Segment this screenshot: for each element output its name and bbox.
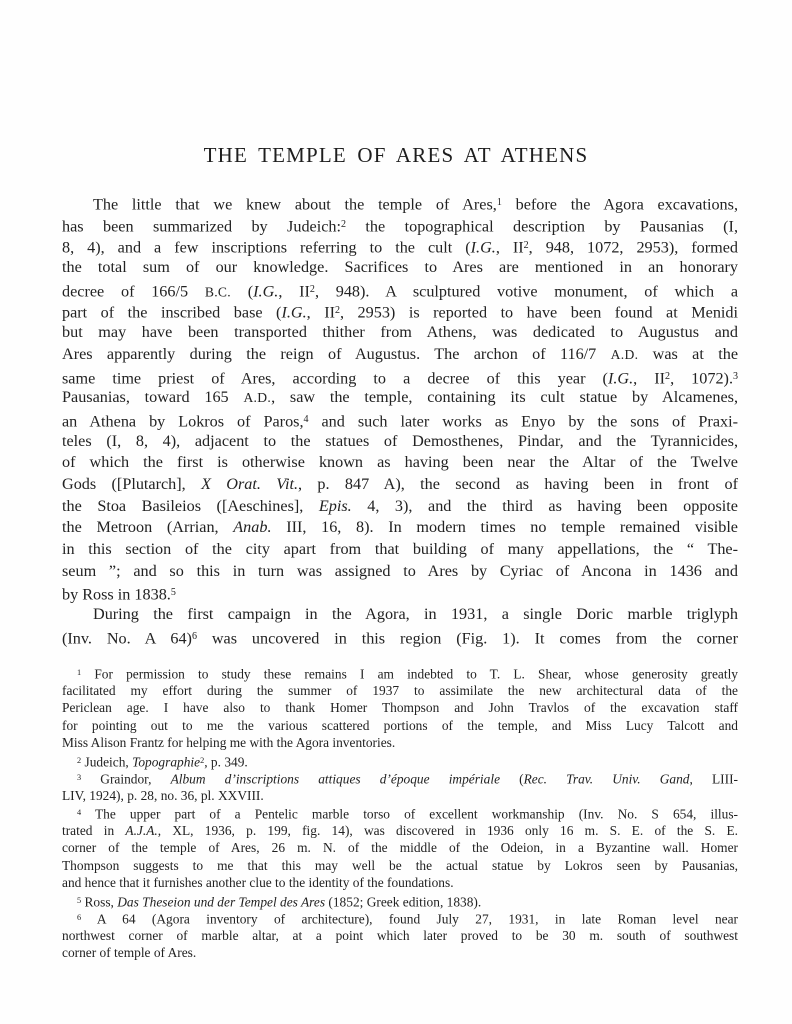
footnote-line <box>62 822 738 840</box>
text-run: , LIII- <box>689 771 738 787</box>
text-run: , II <box>278 282 310 301</box>
footnote <box>62 909 738 962</box>
text-run: Gods ([Plutarch], <box>62 474 202 493</box>
smallcaps-text: A.D. <box>243 390 272 406</box>
superscript-marker: 2 <box>309 283 315 295</box>
superscript-marker: 2 <box>523 240 529 252</box>
body-line <box>62 366 738 388</box>
text-run: corner of temple of Ares. <box>62 945 197 960</box>
text-run: , II <box>495 238 524 257</box>
italic-text: Topographie <box>132 754 201 770</box>
body-line <box>62 539 738 561</box>
body-line <box>62 582 738 604</box>
italic-text: A.J.A. <box>125 822 158 838</box>
text-run: The upper part of a Pentelic marble torso of excellent workmanship (Inv. No. S 654, illus- <box>81 806 738 822</box>
text-run: facilitated my effort during the summer of 1937 to assimilate the new architectural data of the <box>62 682 738 698</box>
superscript-marker: 2 <box>341 218 347 230</box>
footnote-line <box>62 717 738 735</box>
text-run: , II <box>306 303 335 322</box>
footnote <box>62 752 738 770</box>
text-run: , 948, 1072, 2953), formed <box>528 238 739 257</box>
body-line <box>62 192 738 214</box>
text-run: northwest corner of marble altar, at a point which later proved to be 30 m. south of southwest <box>62 927 738 943</box>
body-line <box>62 561 738 583</box>
superscript-marker: 2 <box>200 755 205 765</box>
italic-text: I.G. <box>253 282 279 301</box>
text-run: before the Agora excavations, <box>501 195 738 214</box>
superscript-marker: 3 <box>77 773 82 782</box>
text-run: for pointing out to me the various scattered portions of the temple, and Miss Lucy Talcott and <box>62 717 738 733</box>
body-line <box>62 517 738 539</box>
body-line <box>62 214 738 236</box>
footnote-line <box>62 874 738 892</box>
text-run: was uncovered in this region (Fig. 1). It comes from the corner <box>196 629 738 648</box>
footnote-line <box>62 839 738 857</box>
body-line <box>62 452 738 474</box>
text-run: III, 16, 8). In modern times no temple remained visible <box>271 518 738 537</box>
text-run: Judeich, <box>81 754 133 770</box>
superscript-marker: 2 <box>665 370 671 382</box>
body-line <box>62 409 738 431</box>
text-run: part of the inscribed base ( <box>62 303 282 322</box>
footnote-line <box>62 787 738 805</box>
text-run: same time priest of Ares, according to a decree of this year ( <box>62 369 608 388</box>
text-run: the topographical description by Pausanias (I, <box>346 217 738 236</box>
text-run: 8, 4), and a few inscriptions referring to the cult ( <box>62 238 471 257</box>
superscript-marker: 6 <box>77 913 82 922</box>
italic-text: I.G. <box>281 303 307 322</box>
italic-text: Anab. <box>233 518 272 537</box>
text-run: , 2953) is reported to have been found at Menidi <box>340 303 739 322</box>
text-run: in this section of the city apart from that building of many appellations, the “ The- <box>62 540 738 558</box>
body-line <box>62 387 738 409</box>
superscript-marker: 1 <box>496 197 502 208</box>
footnote <box>62 769 738 804</box>
italic-text: Epis. <box>318 496 352 515</box>
footnote-line <box>62 734 738 752</box>
text-run: the Stoa Basileios ([Aeschines], <box>62 496 319 515</box>
text-run: but may have been transported thither from Athens, was dedicated to Augustus and <box>62 323 738 342</box>
body-line <box>62 604 738 626</box>
footnote-line <box>62 892 738 910</box>
text-run: Graindor, <box>81 771 171 787</box>
footnote <box>62 664 738 752</box>
text-run: A 64 (Agora inventory of architecture), found July 27, 1931, in late Roman level near <box>81 911 738 927</box>
footnote-line <box>62 752 738 770</box>
body-line <box>62 300 738 322</box>
footnote-line <box>62 927 738 945</box>
text-run: , saw the temple, containing its cult statue by Alcamenes, <box>271 388 738 407</box>
text-run: During the first campaign in the Agora, in 1931, a single Doric marble triglyph <box>93 605 738 624</box>
text-run: , XL, 1936, p. 199, fig. 14), was discovered in 1936 only 16 m. S. E. of the S. E. <box>157 822 739 838</box>
footnotes-section <box>62 664 738 962</box>
text-run: , p. 847 A), the second as having been in front of <box>298 474 739 493</box>
italic-text: Das Theseion und der Tempel des Ares <box>117 894 326 910</box>
text-run: For permission to study these remains I am indebted to T. L. Shear, whose generosity greatly <box>81 666 738 682</box>
text-run: Miss Alison Frantz for helping me with the Agora inventories. <box>62 735 396 750</box>
text-run: , II <box>633 369 666 388</box>
body-line <box>62 257 738 279</box>
superscript-marker: 2 <box>77 755 82 765</box>
body-line <box>62 496 738 518</box>
text-run: decree of 166/5 <box>62 282 205 301</box>
footnote-line <box>62 944 738 962</box>
footnote <box>62 892 738 910</box>
superscript-marker: 5 <box>170 587 176 599</box>
italic-text: Rec. Trav. Univ. Gand <box>523 771 690 787</box>
article-body <box>62 192 738 647</box>
text-run: by Ross in 1838. <box>62 585 171 604</box>
footnote-line <box>62 664 738 682</box>
body-line <box>62 474 738 496</box>
superscript-marker: 6 <box>191 630 197 642</box>
text-run: The little that we knew about the temple of Ares, <box>93 195 497 214</box>
body-line <box>62 431 738 453</box>
italic-text: Album d’inscriptions attiques d’époque impériale <box>170 771 501 787</box>
body-line <box>62 279 738 301</box>
footnote <box>62 804 738 892</box>
text-run: Thompson suggests to me that this may well be the actual statue by Lokros seen by Pausanias, <box>62 857 738 873</box>
text-run: of which the first is otherwise known as having been near the Altar of the Twelve <box>62 453 738 472</box>
text-run: LIV, 1924), p. 28, no. 36, pl. XXVIII. <box>62 787 264 803</box>
footnote-line <box>62 857 738 875</box>
smallcaps-text: A.D. <box>610 346 639 362</box>
text-run: an Athena by Lokros of Paros, <box>62 412 304 431</box>
text-run: the total sum of our knowledge. Sacrifices to Ares are mentioned in an honorary <box>62 258 738 277</box>
text-run: , 948). A sculptured votive monument, of which a <box>314 282 739 301</box>
body-line <box>62 344 738 366</box>
text-run: and hence that it furnishes another clue to the identity of the foundations. <box>62 875 454 890</box>
text-run: seum ”; and so this in turn was assigned to Ares by Cyriac of Ancona in 1436 and <box>62 561 738 580</box>
text-run: Ares apparently during the reign of Augustus. The archon of 116/7 <box>62 344 611 363</box>
superscript-marker: 4 <box>77 808 82 817</box>
footnote-line <box>62 699 738 717</box>
text-run: corner of the temple of Ares, 26 m. N. of the middle of the Odeion, in a Byzantine wall. Homer <box>62 840 738 855</box>
italic-text: I.G. <box>607 369 634 388</box>
text-run: ( <box>230 282 254 301</box>
text-run: Periclean age. I have also to thank Homer Thompson and John Travlos of the excavation staff <box>62 700 738 715</box>
text-run: has been summarized by Judeich: <box>62 217 341 236</box>
paragraph <box>62 192 738 604</box>
text-run: (1852; Greek edition, 1838). <box>325 894 482 910</box>
smallcaps-text: B.C. <box>204 284 231 300</box>
text-run: 4, 3), and the third as having been opposite <box>351 496 738 515</box>
text-run: Ross, <box>81 894 118 910</box>
text-run: , 1072). <box>670 369 733 388</box>
text-run: (Inv. No. A 64) <box>62 629 192 648</box>
superscript-marker: 4 <box>303 413 309 425</box>
superscript-marker: 2 <box>334 305 340 317</box>
superscript-marker: 3 <box>733 370 739 382</box>
footnote-line <box>62 804 738 822</box>
text-run: the Metroon (Arrian, <box>62 518 234 537</box>
superscript-marker: 5 <box>77 895 82 905</box>
text-run: and such later works as Enyo by the sons of Praxi- <box>308 412 738 431</box>
footnote-line <box>62 769 738 787</box>
text-run: was at the <box>638 344 738 363</box>
text-run: trated in <box>62 822 126 838</box>
body-line <box>62 626 738 648</box>
superscript-marker: 1 <box>77 668 82 677</box>
text-run: ( <box>500 771 524 787</box>
italic-text: I.G. <box>470 238 496 257</box>
body-line <box>62 235 738 257</box>
page-title: THE TEMPLE OF ARES AT ATHENS <box>203 143 589 167</box>
footnote-line <box>62 909 738 927</box>
body-line <box>62 322 738 344</box>
footnote-line <box>62 682 738 700</box>
paragraph <box>62 604 738 647</box>
italic-text: X Orat. Vit. <box>201 474 299 493</box>
text-run: , p. 349. <box>204 754 248 770</box>
text-run: teles (I, 8, 4), adjacent to the statues of Demosthenes, Pindar, and the Tyrannicides, <box>62 431 738 450</box>
text-run: Pausanias, toward 165 <box>62 388 244 407</box>
